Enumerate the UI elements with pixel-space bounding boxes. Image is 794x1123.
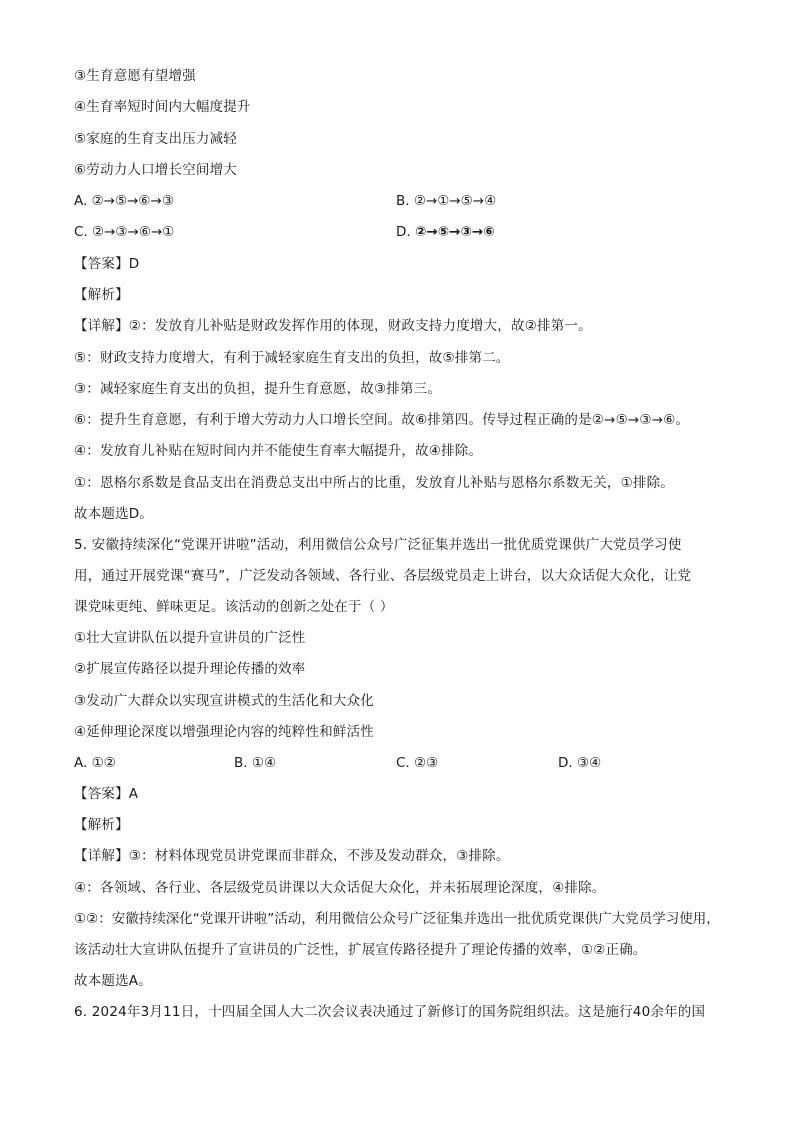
q4-analysis-heading: 【解析】 [74,287,129,303]
q4-option-d [396,222,495,242]
q5-option-a: A. ①② [74,755,116,771]
q4-item-6: ⑥劳动力人口增长空间增大 [74,162,238,178]
q5-item-1: ①壮大宣讲队伍以提升宣讲员的广泛性 [74,630,306,646]
q4-detail-line: ⑤：财政支持力度增大，有利于减轻家庭生育支出的负担，故⑤排第二。 [74,350,510,366]
q5-conclusion: 故本题选A。 [74,973,152,989]
q4-item-5: ⑤家庭的生育支出压力减轻 [74,131,238,147]
q5-detail-line: 【详解】③：材料体现党员讲党课而非群众，不涉及发动群众，③排除。 [74,848,510,864]
q4-detail-line: ⑥：提升生育意愿，有利于增大劳动力人口增长空间。故⑥排第四。传导过程正确的是②→⑤→③→⑥。 [74,412,690,428]
q4-detail-line: 【详解】②：发放育儿补贴是财政发挥作用的体现，财政支持力度增大，故②排第一。 [74,318,592,334]
q5-stem-line: 课党味更纯、鲜味更足。该活动的创新之处在于（ ） [74,599,394,615]
q4-option-d-prefix: D. [396,224,415,240]
q4-option-c: C. ②→③→⑥→① [74,224,175,240]
q5-stem-line: 用，通过开展党课“赛马”，广泛发动各领域、各行业、各层级党员走上讲台，以大众话促大众化，让党 [74,568,692,584]
q5-option-c: C. ②③ [396,755,439,771]
q5-item-2: ②扩展宣传路径以提升理论传播的效率 [74,661,306,677]
q5-answer: 【答案】A [74,786,139,802]
q5-detail-line: ④：各领域、各行业、各层级党员讲课以大众话促大众化，并未拓展理论深度，④排除。 [74,880,606,896]
q5-option-d: D. ③④ [558,755,602,771]
q5-analysis-heading: 【解析】 [74,817,129,833]
q4-option-a: A. ②→⑤→⑥→③ [74,193,174,209]
q4-option-d-chain: ②→⑤→③→⑥ [414,224,495,240]
q5-item-4: ④延伸理论深度以增强理论内容的纯粹性和鲜活性 [74,724,375,740]
q4-item-3: ③生育意愿有望增强 [74,68,196,84]
q4-detail-line: ①：恩格尔系数是食品支出在消费总支出中所占的比重，发放育儿补贴与恩格尔系数无关，①排除。 [74,475,675,491]
q5-option-b: B. ①④ [234,755,277,771]
q4-conclusion: 故本题选D。 [74,506,154,522]
q4-answer: 【答案】D [74,256,140,272]
q6-stem-line: 6. 2024年3月11日，十四届全国人大二次会议表决通过了新修订的国务院组织法。这是施行40余年的国 [74,1004,706,1020]
q5-detail-line: ①②：安徽持续深化“党课开讲啦”活动，利用微信公众号广泛征集并选出一批优质党课供广大党员学习使用， [74,911,720,927]
q5-stem-line: 5. 安徽持续深化“党课开讲啦”活动，利用微信公众号广泛征集并选出一批优质党课供广大党员学习使 [74,537,682,553]
q4-item-4: ④生育率短时间内大幅度提升 [74,99,251,115]
q5-detail-line: 该活动壮大宣讲队伍提升了宣讲员的广泛性，扩展宣传路径提升了理论传播的效率，①②正确。 [74,942,647,958]
q4-detail-line: ③：减轻家庭生育支出的负担，提升生育意愿，故③排第三。 [74,381,442,397]
q4-detail-line: ④：发放育儿补贴在短时间内并不能使生育率大幅提升，故④排除。 [74,443,483,459]
q5-item-3: ③发动广大群众以实现宣讲模式的生活化和大众化 [74,693,375,709]
q4-option-b: B. ②→①→⑤→④ [396,193,497,209]
